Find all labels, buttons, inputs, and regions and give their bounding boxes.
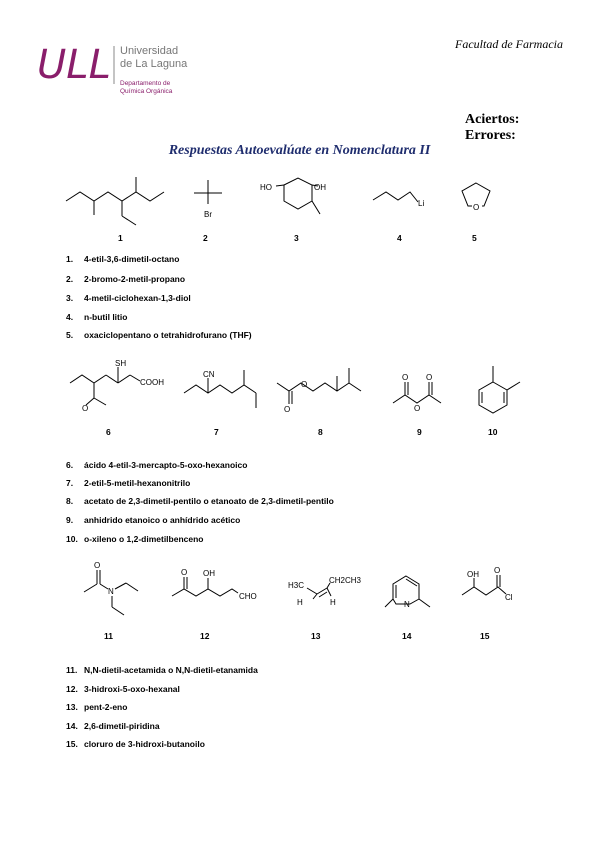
atom-n-pyridine: N — [404, 600, 410, 609]
university-line-2: de La Laguna — [120, 58, 188, 70]
atom-h3c: H3C — [288, 581, 305, 590]
atom-o-ketone-12: O — [181, 568, 188, 577]
atom-ho: HO — [260, 183, 272, 192]
structure-number-15: 15 — [480, 631, 490, 641]
answer-item: 12. 3-hidroxi-5-oxo-hexanal — [66, 684, 180, 694]
structure-number-7: 7 — [214, 427, 219, 437]
structure-number-5: 5 — [472, 233, 477, 243]
atom-cooh: COOH — [140, 378, 164, 387]
answer-item: 7. 2-etil-5-metil-hexanonitrilo — [66, 478, 191, 488]
structure-number-10: 10 — [488, 427, 498, 437]
structure-number-2: 2 — [203, 233, 208, 243]
structure-number-14: 14 — [402, 631, 412, 641]
structure-number-6: 6 — [106, 427, 111, 437]
hits-label: Aciertos: — [465, 112, 520, 127]
atom-h-left: H — [297, 598, 303, 607]
structure-number-9: 9 — [417, 427, 422, 437]
atom-sh: SH — [115, 359, 127, 368]
atom-cho: CHO — [239, 592, 257, 601]
structure-number-8: 8 — [318, 427, 323, 437]
answer-item: 4. n-butil litio — [66, 312, 128, 322]
atom-o-amide: O — [94, 561, 101, 570]
faculty-label: Facultad de Farmacia — [455, 37, 563, 51]
atom-o-anhydride-1: O — [402, 373, 409, 382]
atom-oh-15: OH — [467, 570, 479, 579]
structure-number-3: 3 — [294, 233, 299, 243]
answer-item: 10. o-xileno o 1,2-dimetilbenceno — [66, 534, 204, 544]
answer-item: 1. 4-etil-3,6-dimetil-octano — [66, 254, 180, 264]
atom-o-ketone: O — [82, 404, 89, 413]
dept-line-1: Departamento de — [120, 80, 171, 87]
atom-li: Li — [418, 199, 425, 208]
atom-ch2ch3: CH2CH3 — [329, 576, 362, 585]
dept-line-2: Química Orgánica — [120, 88, 173, 95]
atom-n-amide: N — [108, 587, 114, 596]
answer-item: 11. N,N-dietil-acetamida o N,N-dietil-etanamida — [66, 665, 258, 675]
atom-cn: CN — [203, 370, 215, 379]
answer-item: 14. 2,6-dimetil-piridina — [66, 721, 160, 731]
answer-item: 6. ácido 4-etil-3-mercapto-5-oxo-hexanoico — [66, 460, 248, 470]
logo-mark: ULL — [37, 44, 111, 84]
answer-item: 15. cloruro de 3-hidroxi-butanoilo — [66, 739, 205, 749]
structure-number-11: 11 — [104, 631, 113, 641]
atom-o-anhydride-2: O — [426, 373, 433, 382]
structure-number-4: 4 — [397, 233, 402, 243]
atom-o: O — [473, 203, 480, 212]
structure-number-1: 1 — [118, 233, 123, 243]
structure-number-12: 12 — [200, 631, 210, 641]
answer-item: 8. acetato de 2,3-dimetil-pentilo o etanoato de 2,3-dimetil-pentilo — [66, 496, 334, 506]
atom-o-anhydride-bridge: O — [414, 404, 421, 413]
answer-item: 13. pent-2-eno — [66, 702, 128, 712]
answer-item: 5. oxaciclopentano o tetrahidrofurano (THF) — [66, 330, 252, 340]
atom-oh-12: OH — [203, 569, 215, 578]
atom-cl: Cl — [505, 593, 513, 602]
atom-o-ester-carbonyl: O — [284, 405, 291, 414]
atom-br: Br — [204, 210, 212, 219]
atom-oh: OH — [314, 183, 326, 192]
errors-label: Errores: — [465, 128, 516, 143]
answer-item: 2. 2-bromo-2-metil-propano — [66, 274, 186, 284]
page-title: Respuestas Autoevalúate en Nomenclatura II — [168, 143, 431, 158]
university-line-1: Universidad — [120, 45, 179, 57]
answer-item: 9. anhidrido etanoico o anhídrido acético — [66, 515, 241, 525]
atom-h-right: H — [330, 598, 336, 607]
structure-number-13: 13 — [311, 631, 321, 641]
atom-o-ester: O — [301, 380, 308, 389]
atom-o-15: O — [494, 566, 501, 575]
answer-item: 3. 4-metil-ciclohexan-1,3-diol — [66, 293, 191, 303]
